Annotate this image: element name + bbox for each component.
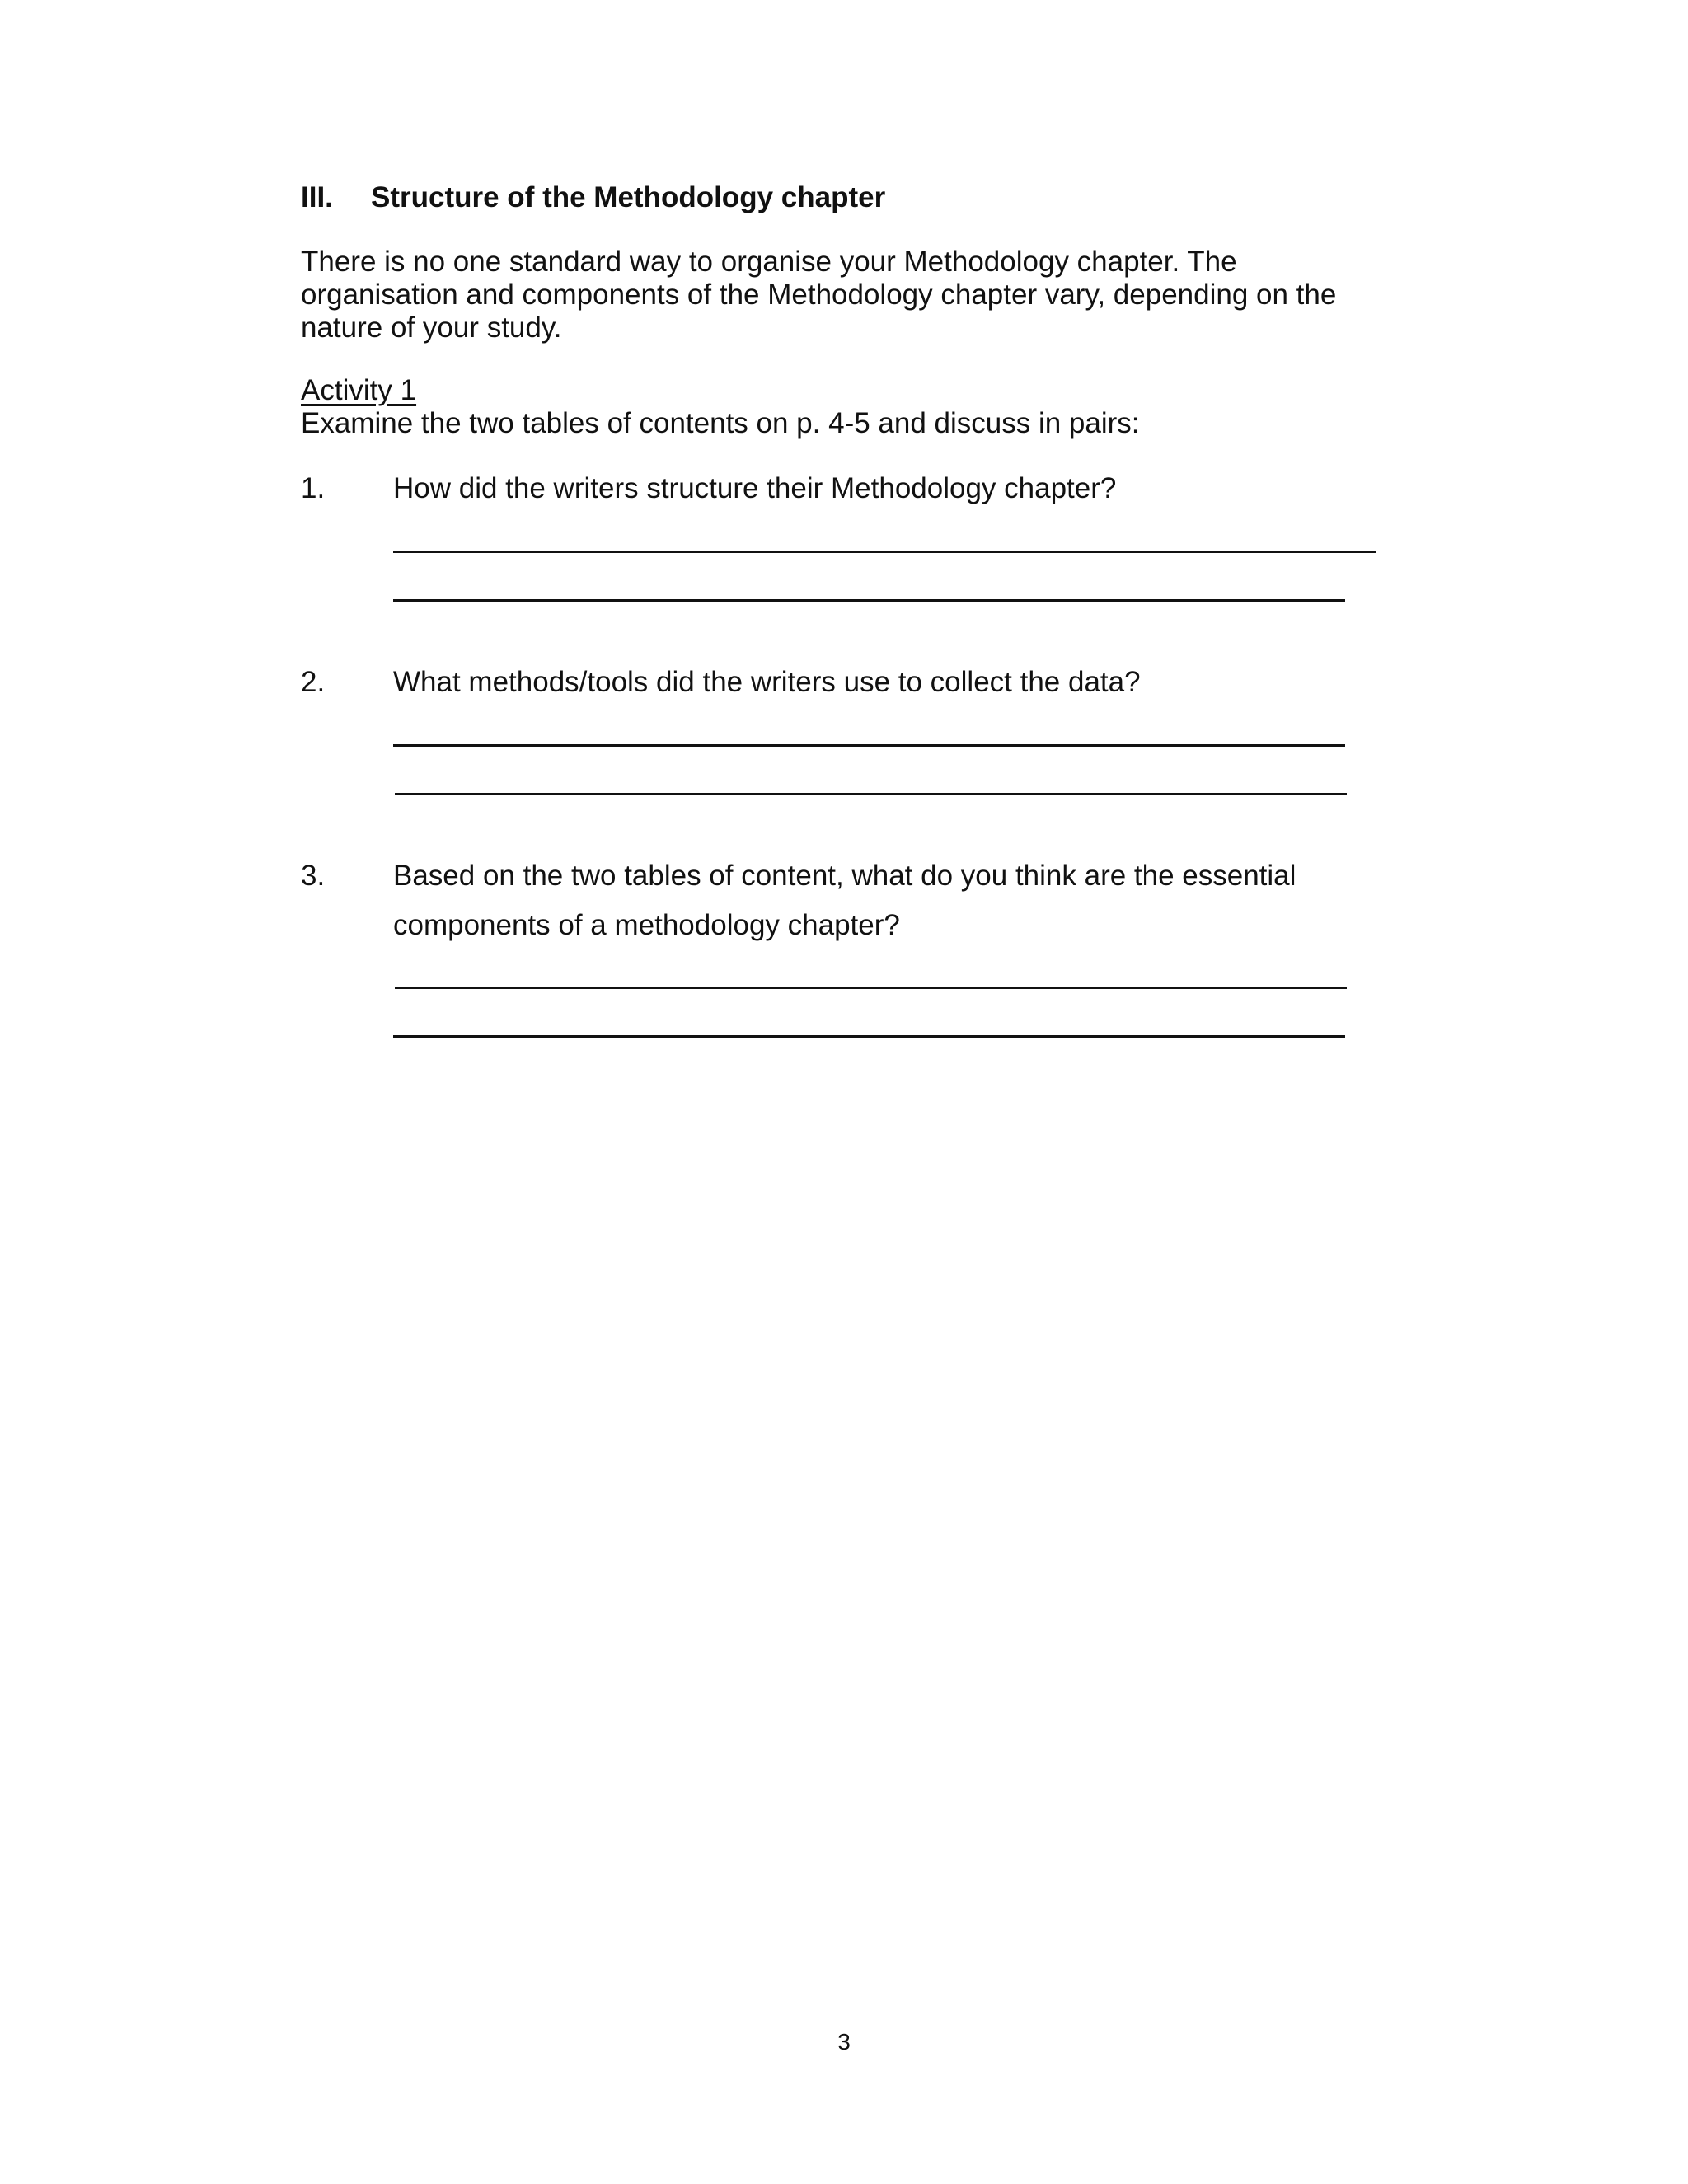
question-3-text: Based on the two tables of content, what do you think are the essential components of a methodology chapter?	[393, 860, 1296, 941]
intro-paragraph: There is no one standard way to organise your Methodology chapter. The organisation and components of the Methodology chapter vary, depending on the nature of your study.	[301, 246, 1337, 344]
section-title: Structure of the Methodology chapter	[371, 181, 886, 213]
question-1-answer-line-2[interactable]	[393, 599, 1345, 602]
question-2-number: 2.	[301, 666, 326, 698]
question-3-answer-line-1[interactable]	[395, 987, 1347, 989]
question-1-text: How did the writers structure their Methodology chapter?	[393, 472, 1117, 504]
question-2-text: What methods/tools did the writers use to collect the data?	[393, 666, 1141, 698]
page-number: 3	[837, 2029, 851, 2055]
section-heading	[301, 180, 885, 215]
section-number: III.	[301, 181, 333, 213]
activity-instruction: Examine the two tables of contents on p. 4-5 and discuss in pairs:	[301, 407, 1140, 439]
activity-title: Activity 1	[301, 374, 417, 406]
question-1-answer-line-1[interactable]	[393, 551, 1376, 553]
question-3-answer-line-2[interactable]	[393, 1035, 1345, 1038]
question-3-number: 3.	[301, 860, 326, 892]
question-2-answer-line-1[interactable]	[393, 744, 1345, 747]
question-2-answer-line-2[interactable]	[395, 793, 1347, 795]
question-1-number: 1.	[301, 472, 326, 504]
